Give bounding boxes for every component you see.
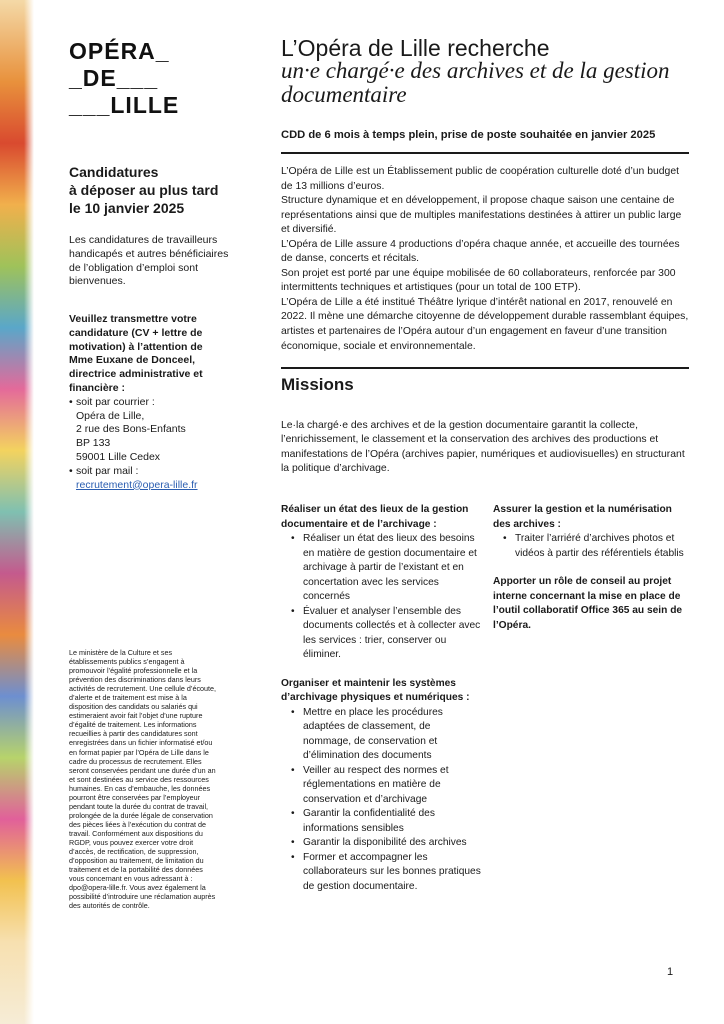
- apply-methods-email: [69, 465, 229, 479]
- logo-line: ___LILLE: [69, 92, 180, 118]
- address-line: BP 133: [76, 437, 111, 450]
- missions-heading: Missions: [281, 375, 354, 394]
- legal-notice: Le ministère de la Culture et ses établissements publics s’engagent à promouvoir l’égalité professionnelle et la prévention des discriminations dans leurs activités de recrutement. Une cellule d’écoute, d’alerte et de traitement est mise à la disposition des candidats ou salariés qui estimeraient avoir fait l’objet d’une rupture d’égalité de traitement. Les informations recueillies à partir des candidatures sont enregistrées dans un fichier informatisé et/ou en format papier par l’Opéra de Lille dans le cadre du processus de recrutement. Elles seront conservées pendant une durée d’un an et sont destinées au service des ressources humaines. En cas d’embauche, les données pourront être conservées par l’employeur pendant toute la durée du contrat de travail, prolongée de la durée légale de conservation des pièces liées à l’exécution du contrat de travail. Conformément aux dispositions du RGDP, vous pouvez exercer votre droit d’accès, de rectification, de suppression, d’opposition au traitement, de limitation du traitement et de la portabilité des données vous concernant en vous adressant à : dpo@opera-lille.fr. Vous avez également la possibilité d’introduire une réclamation auprès des autorités de contrôle.: [69, 648, 217, 911]
- list-item: • Évaluer et analyser l’ensemble des documents collectés et à collecter avec les services : trier, conserver ou éliminer.: [303, 605, 481, 663]
- advisory-mission: Apporter un rôle de conseil au projet interne concernant la mise en place de l’outil collaboratif Office 365 au sein de l’Opéra.: [493, 576, 683, 631]
- by-mail-label: soit par courrier :: [76, 395, 155, 408]
- divider: [281, 152, 689, 154]
- apply-by-email: [69, 465, 229, 479]
- intro-paragraph: L’Opéra de Lille est un Établissement public de coopération culturelle doté d’un budget de 13 millions d’euros.: [281, 166, 679, 192]
- job-title: un·e chargé·e des archives et de la gestion documentaire: [281, 58, 670, 107]
- page-number: 1: [667, 966, 674, 978]
- apply-methods: [69, 396, 229, 410]
- opera-lille-logo: [69, 38, 189, 119]
- by-email-label: soit par mail :: [76, 464, 139, 477]
- mission-list: [281, 532, 481, 663]
- address-line: 59001 Lille Cedex: [76, 450, 161, 463]
- missions-column-left: [281, 503, 481, 894]
- deadline-line: le 10 janvier 2025: [69, 200, 185, 216]
- mission-group-heading: Organiser et maintenir les systèmes d’archivage physiques et numériques :: [281, 677, 470, 703]
- mission-list: [493, 532, 689, 561]
- list-item: • Garantir la disponibilité des archives: [303, 836, 481, 851]
- recruitment-email-link[interactable]: recrutement@opera-lille.fr: [76, 478, 198, 491]
- deadline-line: Candidatures: [69, 164, 159, 180]
- list-item: • Traiter l’arriéré d’archives photos et vidéos à partir des référentiels établis: [515, 532, 689, 561]
- application-instructions: [69, 313, 229, 492]
- list-item: • Garantir la confidentialité des informations sensibles: [303, 807, 481, 836]
- page-title: L’Opéra de Lille recherche: [281, 35, 550, 61]
- apply-intro: Veuillez transmettre votre candidature (CV + lettre de motivation) à l’attention de Mme Euxane de Donceel, directrice administrative et financière :: [69, 313, 203, 394]
- postal-address: [69, 410, 229, 465]
- intro-paragraph: L’Opéra de Lille assure 4 productions d’opéra chaque année, et accueille des tournées de danse, concerts et récitals.: [281, 238, 680, 265]
- apply-by-mail: [69, 396, 229, 410]
- deadline-line: à déposer au plus tard: [69, 182, 219, 198]
- list-item: • Mettre en place les procédures adaptées de classement, de nommage, de conservation et d’élimination des documents: [303, 706, 481, 764]
- application-deadline: [69, 163, 229, 217]
- divider: [281, 367, 689, 369]
- intro-paragraph: L’Opéra de Lille a été institué Théâtre lyrique d’intérêt national en 2017, renouvelé en 2022. Il mène une démarche citoyenne de développement durable rassemblant équipes, artistes et partenaires de l’Opéra autour d’un engagement en faveur d’une transition économique, sociale et environnementale.: [281, 296, 689, 352]
- mission-group-heading: Réaliser un état des lieux de la gestion documentaire et de l’archivage :: [281, 504, 469, 530]
- logo-line: OPÉRA_: [69, 38, 170, 64]
- mission-group-heading: Assurer la gestion et la numérisation des archives :: [493, 504, 672, 530]
- intro-paragraph: Son projet est porté par une équipe mobilisée de 60 collaborateurs, renforcée par 300 intermittents techniques et artistiques (pour un total de 100 ETP).: [281, 267, 676, 294]
- list-item: • Former et accompagner les collaborateurs sur les bonnes pratiques de gestion documentaire.: [303, 851, 481, 895]
- intro-text: [281, 165, 689, 354]
- mission-list: [281, 706, 481, 895]
- address-line: 2 rue des Bons-Enfants: [76, 423, 186, 436]
- intro-paragraph: Structure dynamique et en développement, il propose chaque saison une centaine de représentations ainsi que de multiples manifestations destinées à attirer un public large et diversifié.: [281, 195, 682, 236]
- decorative-color-stripe: [0, 0, 34, 1024]
- disability-note: Les candidatures de travailleurs handicapés et autres bénéficiaires de l’obligation d’emploi sont bienvenues.: [69, 234, 229, 288]
- address-line: Opéra de Lille,: [76, 409, 145, 422]
- missions-column-right: [493, 503, 689, 633]
- missions-intro: Le·la chargé·e des archives et de la gestion documentaire garantit la collecte, l’enrichissement, le classement et la conservation des archives des productions et manifestations de l’Opéra (archives papier, numériques et audiovisuelles) en structurant la politique d’archivage.: [281, 420, 685, 474]
- logo-line: _DE___: [69, 65, 159, 91]
- list-item: • Réaliser un état des lieux des besoins en matière de gestion documentaire et archivage à partir de l’existant et en concertation avec les services concernés: [303, 532, 481, 605]
- contract-info: CDD de 6 mois à temps plein, prise de poste souhaitée en janvier 2025: [281, 129, 656, 141]
- list-item: • Veiller au respect des normes et réglementations en matière de conservation et d’archivage: [303, 764, 481, 808]
